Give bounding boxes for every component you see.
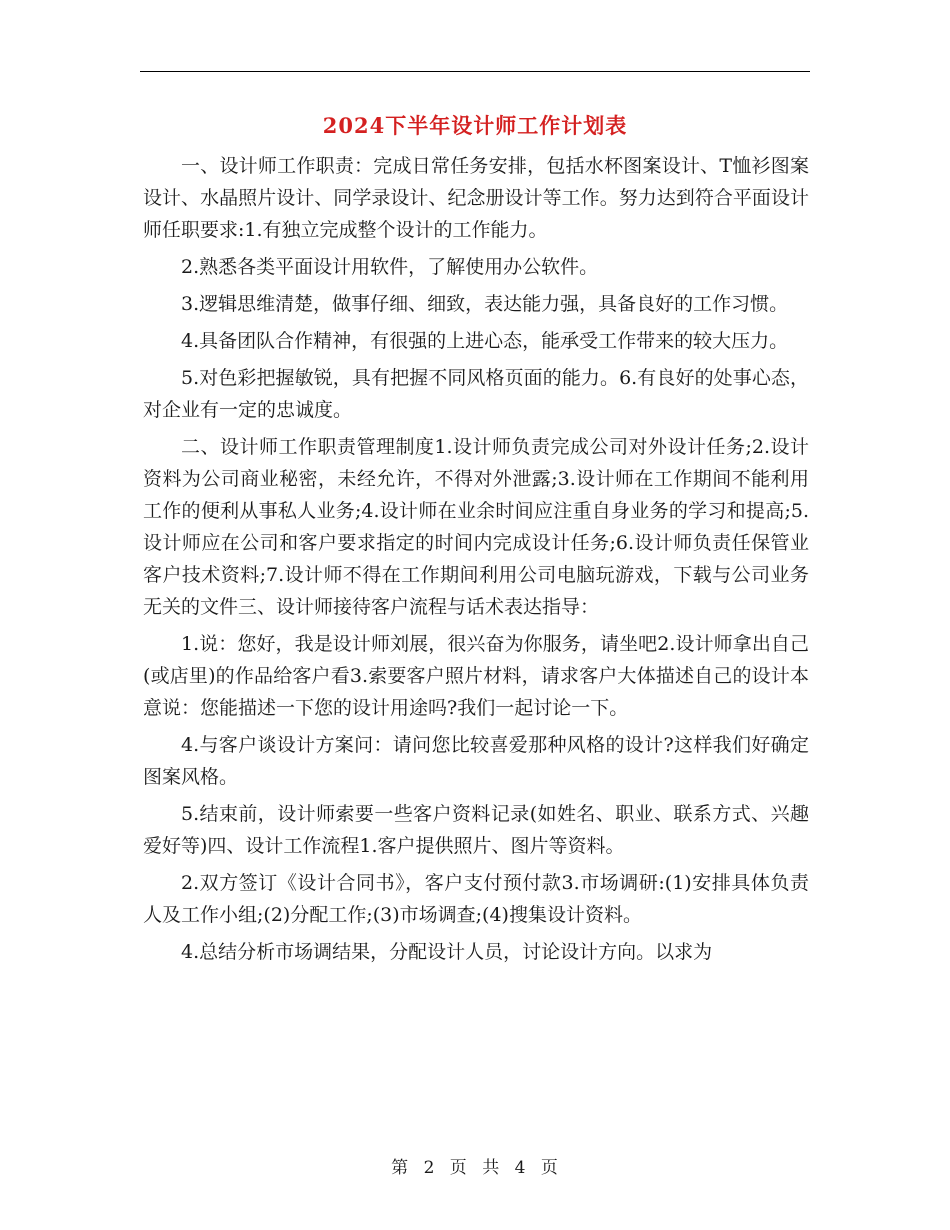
paragraph: 4.总结分析市场调结果，分配设计人员，讨论设计方向。以求为: [181, 941, 713, 963]
paragraph: 1.说：您好，我是设计师刘展，很兴奋为你服务，请坐吧2.设计师拿出自己(或店里)的作品给客户看3.索要客户照片材料，请求客户大体描述自己的设计本意说：您能描述一下您的设计用途吗?我们一起讨论一下。: [143, 633, 809, 719]
header-rule: [140, 71, 810, 72]
footer-total-pages: 4: [514, 1158, 527, 1178]
paragraph: 一、设计师工作职责：完成日常任务安排，包括水杯图案设计、T恤衫图案设计、水晶照片设计、同学录设计、纪念册设计等工作。努力达到符合平面设计师任职要求:1.有独立完成整个设计的工作能力。: [143, 155, 809, 241]
paragraph: 5.对色彩把握敏锐，具有把握不同风格页面的能力。6.有良好的处事心态，对企业有一定的忠诚度。: [143, 367, 809, 421]
footer-current-page: 2: [423, 1158, 436, 1178]
page-footer: [0, 1153, 950, 1178]
footer-page-mid: 页: [449, 1158, 468, 1178]
paragraph: 3.逻辑思维清楚，做事仔细、细致，表达能力强，具备良好的工作习惯。: [181, 293, 789, 315]
paragraph: 2.熟悉各类平面设计用软件，了解使用办公软件。: [181, 256, 599, 278]
document-body: [143, 150, 809, 973]
paragraph: 4.与客户谈设计方案问：请问您比较喜爱那种风格的设计?这样我们好确定图案风格。: [143, 734, 809, 788]
paragraph: 5.结束前，设计师索要一些客户资料记录(如姓名、职业、联系方式、兴趣爱好等)四、设计工作流程1.客户提供照片、图片等资料。: [143, 803, 809, 857]
paragraph: 二、设计师工作职责管理制度1.设计师负责完成公司对外设计任务;2.设计资料为公司商业秘密，未经允许，不得对外泄露;3.设计师在工作期间不能利用工作的便利从事私人业务;4.设计师在业余时间应注重自身业务的学习和提高;5.设计师应在公司和客户要求指定的时间内完成设计任务;6.设计师负责任保管业客户技术资料;7.设计师不得在工作期间利用公司电脑玩游戏，下载与公司业务无关的文件三、设计师接待客户流程与话术表达指导：: [143, 436, 809, 618]
footer-page-prefix: 第: [391, 1158, 410, 1178]
footer-total-prefix: 共: [482, 1158, 501, 1178]
document-title: 2024下半年设计师工作计划表: [322, 113, 628, 138]
footer-page-suffix: 页: [540, 1158, 559, 1178]
paragraph: 4.具备团队合作精神，有很强的上进心态，能承受工作带来的较大压力。: [181, 330, 789, 352]
paragraph: 2.双方签订《设计合同书》，客户支付预付款3.市场调研:(1)安排具体负责人及工作小组;(2)分配工作;(3)市场调查;(4)搜集设计资料。: [143, 872, 809, 926]
